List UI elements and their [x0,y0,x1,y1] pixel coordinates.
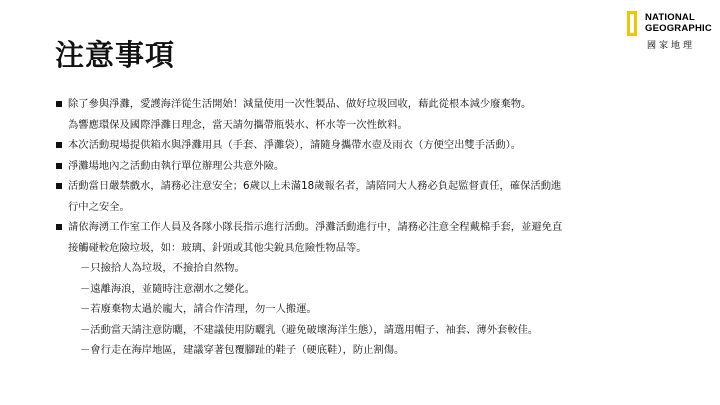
square-bullet-icon [56,142,62,148]
notice-subitem: －只撿拾人為垃圾，不撿拾自然物。 [80,262,245,274]
notice-line: 除了參與淨灘，愛護海洋從生活開始！減量使用一次性製品、做好垃圾回收，藉此從根本減少廢棄物。 [68,98,532,110]
square-bullet-icon [56,183,62,189]
notice-line: 接觸碰較危險垃圾，如：玻璃、針頭或其他尖銳具危險性物品等。 [68,241,367,254]
notice-subitem: －若廢棄物太過於龐大，請合作清理，勿一人搬運。 [80,303,317,315]
notice-subitem: －遠離海浪，並隨時注意潮水之變化。 [80,282,256,295]
notice-line: 本次活動現場提供箱水與淨灘用具（手套、淨灘袋），請隨身攜帶水壺及雨衣（方便空出雙手活動）。 [68,139,522,151]
national-geographic-logo [627,11,717,56]
notice-item [56,176,656,217]
notice-item [56,94,656,135]
logo-text-geographic: GEOGRAPHIC [645,23,712,34]
square-bullet-icon [56,101,62,107]
notice-list [56,94,656,361]
notice-line: 請依海湧工作室工作人員及各隊小隊長指示進行活動。淨灘活動進行中，請務必注意全程戴棉手套，並避免直 [68,221,563,233]
square-bullet-icon [56,224,62,230]
notice-item [56,156,656,177]
notice-item [56,135,656,156]
yellow-border-icon [627,11,637,36]
notice-line: 淨灘場地內之活動由執行單位辦理公共意外險。 [68,159,285,172]
logo-text-chinese: 國家地理 [647,41,696,51]
square-bullet-icon [56,163,62,169]
page-title: 注意事項 [55,38,176,72]
notice-item [56,217,656,361]
notice-line: 為響應環保及國際淨灘日理念，當天請勿攜帶瓶裝水、杯水等一次性飲料。 [68,118,408,131]
notice-line: 活動當日嚴禁戲水，請務必注意安全；6歲以上未滿18歲報名者，請陪同大人務必負起監督責任，確保活動進 [68,180,562,192]
logo-text-national: NATIONAL [645,12,695,23]
notice-subitem: －活動當天請注意防曬，不建議使用防曬乳（避免破壞海洋生態），請選用帽子、袖套、薄外套較佳。 [80,323,539,336]
notice-line: 行中之安全。 [68,200,130,213]
notice-subitem: －會行走在海岸地區，建議穿著包覆腳趾的鞋子（硬底鞋），防止割傷。 [80,344,405,356]
